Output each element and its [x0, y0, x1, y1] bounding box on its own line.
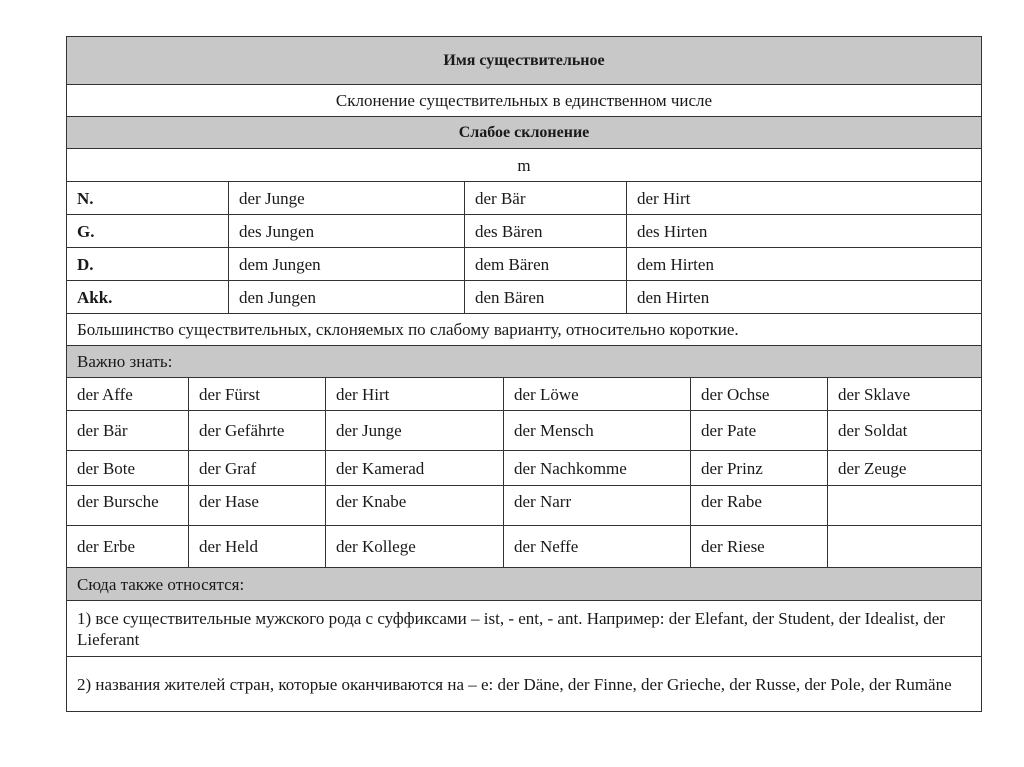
word-row [67, 526, 981, 568]
case-label: D. [67, 248, 229, 280]
word-cell [828, 526, 981, 567]
word-row [67, 451, 981, 486]
word-cell: der Graf [189, 451, 326, 485]
case-label: Akk. [67, 281, 229, 313]
case-row [67, 248, 981, 281]
case-form: dem Bären [465, 248, 627, 280]
declension-table [66, 36, 982, 712]
word-cell: der Gefährte [189, 411, 326, 450]
subtitle-row [67, 85, 981, 117]
important-label: Важно знать: [77, 352, 173, 371]
case-label: G. [67, 215, 229, 247]
word-cell: der Rabe [691, 486, 828, 525]
case-form: der Bär [465, 182, 627, 214]
word-cell: der Affe [67, 378, 189, 410]
word-cell: der Bursche [67, 486, 189, 525]
word-cell: der Kamerad [326, 451, 504, 485]
gender-label: m [517, 155, 531, 175]
rule2-row [67, 657, 981, 711]
word-row [67, 378, 981, 411]
also-label: Сюда также относятся: [77, 574, 245, 594]
case-form: des Hirten [637, 221, 708, 241]
rule1-text: 1) все существительные мужского рода с суффиксами – ist, - ent, - ant. Например: der Elefant, der Student, der Idealist, der Lieferant [77, 608, 945, 649]
note-text: Большинство существительных, склоняемых по слабому варианту, относительно короткие. [77, 320, 739, 339]
important-row [67, 346, 981, 378]
word-cell: der Held [189, 526, 326, 567]
table-title: Имя существительное [443, 52, 605, 69]
word-cell [828, 486, 981, 525]
word-row [67, 486, 981, 526]
gender-row [67, 149, 981, 182]
word-cell: der Nachkomme [504, 451, 691, 485]
word-cell: der Junge [326, 411, 504, 450]
case-form: des Bären [465, 215, 627, 247]
word-row [67, 411, 981, 451]
section-title: Слабое склонение [458, 124, 590, 141]
word-cell: der Neffe [504, 526, 691, 567]
word-cell: der Narr [504, 486, 691, 525]
word-cell: der Hirt [326, 378, 504, 410]
word-cell: der Pate [691, 411, 828, 450]
also-row [67, 568, 981, 601]
word-cell: der Ochse [691, 378, 828, 410]
title-row [67, 37, 981, 85]
word-cell: der Erbe [67, 526, 189, 567]
case-form: der Junge [229, 182, 465, 214]
rule2-text: 2) названия жителей стран, которые оканчиваются на – e: der Däne, der Finne, der Grieche, der Russe, der Pole, der Rumäne [77, 674, 952, 694]
case-form: den Jungen [229, 281, 465, 313]
case-form: des Jungen [229, 215, 465, 247]
word-cell: der Löwe [504, 378, 691, 410]
word-cell: der Bär [67, 411, 189, 450]
word-cell: der Zeuge [838, 458, 907, 478]
word-cell: der Kollege [326, 526, 504, 567]
word-cell: der Mensch [504, 411, 691, 450]
word-cell: der Sklave [838, 384, 911, 404]
rule1-row [67, 601, 981, 657]
case-row [67, 281, 981, 314]
word-cell: der Fürst [189, 378, 326, 410]
word-cell: der Prinz [691, 451, 828, 485]
word-cell: der Hase [189, 486, 326, 525]
note-row [67, 314, 981, 346]
word-cell: der Knabe [326, 486, 504, 525]
case-form: dem Hirten [637, 254, 714, 274]
case-row [67, 215, 981, 248]
word-cell: der Soldat [838, 421, 908, 440]
section-row [67, 117, 981, 149]
case-form: dem Jungen [229, 248, 465, 280]
case-label: N. [67, 182, 229, 214]
case-form: den Bären [465, 281, 627, 313]
word-cell: der Riese [691, 526, 828, 567]
case-row [67, 182, 981, 215]
table-subtitle: Склонение существительных в единственном числе [335, 91, 713, 110]
word-cell: der Bote [67, 451, 189, 485]
case-form: den Hirten [637, 287, 710, 307]
case-form: der Hirt [637, 188, 691, 208]
